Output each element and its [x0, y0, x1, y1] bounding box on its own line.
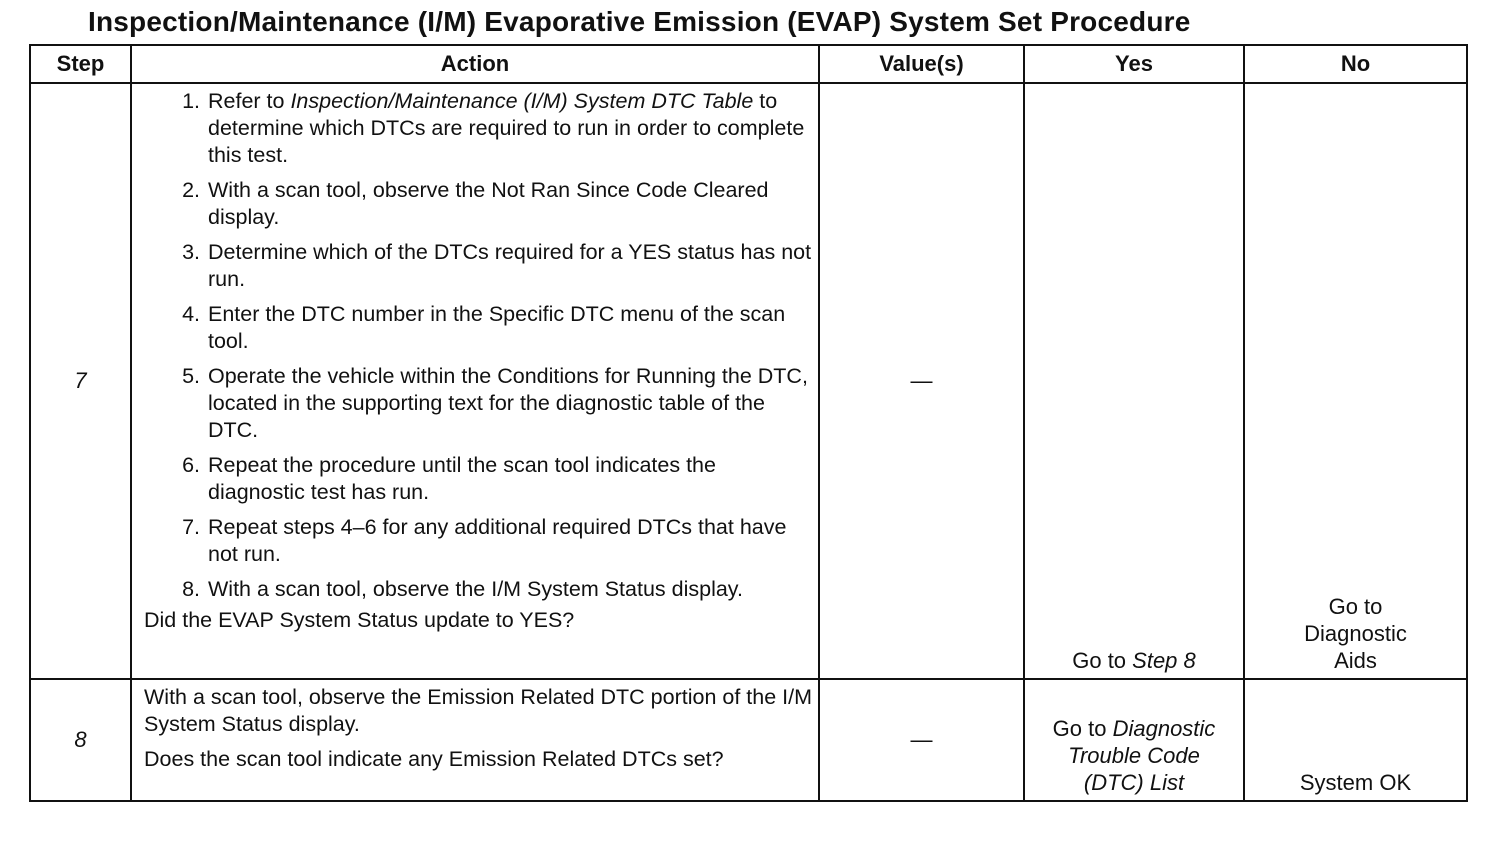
item-text: Operate the vehicle within the Conditions for Running the DTC, located in the supporting text for the diagnostic table of the DTC.: [208, 364, 808, 442]
table-row: [30, 679, 1467, 801]
header-step: Step: [30, 45, 131, 83]
header-row: [30, 45, 1467, 83]
item-number: 3.: [182, 240, 200, 264]
step-number: 8: [30, 679, 131, 801]
yes-text: Go to: [1072, 648, 1133, 673]
list-item: [144, 88, 812, 169]
table-row: [30, 83, 1467, 679]
item-text: [208, 88, 812, 169]
yes-cell: [1024, 679, 1244, 801]
item-number: 8.: [182, 577, 200, 601]
list-item: [144, 452, 812, 506]
list-item: [144, 301, 812, 355]
no-text: Go to Diagnostic Aids: [1304, 594, 1407, 673]
list-item: [144, 514, 812, 568]
yes-text: Go to: [1052, 716, 1113, 741]
header-no: No: [1244, 45, 1467, 83]
no-cell: [1244, 83, 1467, 679]
value-cell: —: [819, 679, 1024, 801]
yes-reference: Step 8: [1132, 648, 1196, 673]
no-cell: System OK: [1244, 679, 1467, 801]
item-text-post: to determine which DTCs are required to run in order to complete this test.: [208, 89, 805, 167]
item-number: 7.: [182, 515, 200, 539]
procedure-table: [29, 44, 1468, 802]
header-action: Action: [131, 45, 819, 83]
item-text: Repeat steps 4–6 for any additional required DTCs that have not run.: [208, 515, 787, 566]
list-item: [144, 576, 812, 603]
item-text: With a scan tool, observe the I/M System Status display.: [208, 577, 743, 601]
item-text: With a scan tool, observe the Not Ran Since Code Cleared display.: [208, 178, 769, 229]
item-text: Repeat the procedure until the scan tool indicates the diagnostic test has run.: [208, 453, 716, 504]
item-number: 5.: [182, 364, 200, 388]
item-number: 4.: [182, 302, 200, 326]
header-values: Value(s): [819, 45, 1024, 83]
list-item: [144, 239, 812, 293]
header-yes: Yes: [1024, 45, 1244, 83]
item-text-pre: Refer to: [208, 89, 291, 113]
step-number: 7: [30, 83, 131, 679]
step-question: Does the scan tool indicate any Emission Related DTCs set?: [144, 747, 724, 771]
list-item: [144, 177, 812, 231]
action-cell: [131, 83, 819, 679]
item-text: Determine which of the DTCs required for a YES status has not run.: [208, 240, 812, 291]
item-number: 1.: [182, 89, 200, 113]
yes-cell: [1024, 83, 1244, 679]
item-number: 2.: [182, 178, 200, 202]
list-item: [144, 363, 812, 444]
action-steps: [144, 88, 812, 603]
value-cell: —: [819, 83, 1024, 679]
step-question: Did the EVAP System Status update to YES?: [144, 608, 575, 632]
yes-reference: Diagnostic Trouble Code (DTC) List: [1068, 716, 1216, 795]
table-reference: Inspection/Maintenance (I/M) System DTC Table: [290, 89, 754, 113]
item-text: Enter the DTC number in the Specific DTC menu of the scan tool.: [208, 302, 786, 353]
page-title: Inspection/Maintenance (I/M) Evaporative Emission (EVAP) System Set Procedure: [88, 6, 1191, 37]
action-cell: [131, 679, 819, 801]
step-paragraph: With a scan tool, observe the Emission Related DTC portion of the I/M System Status display.: [144, 685, 812, 736]
item-number: 6.: [182, 453, 200, 477]
